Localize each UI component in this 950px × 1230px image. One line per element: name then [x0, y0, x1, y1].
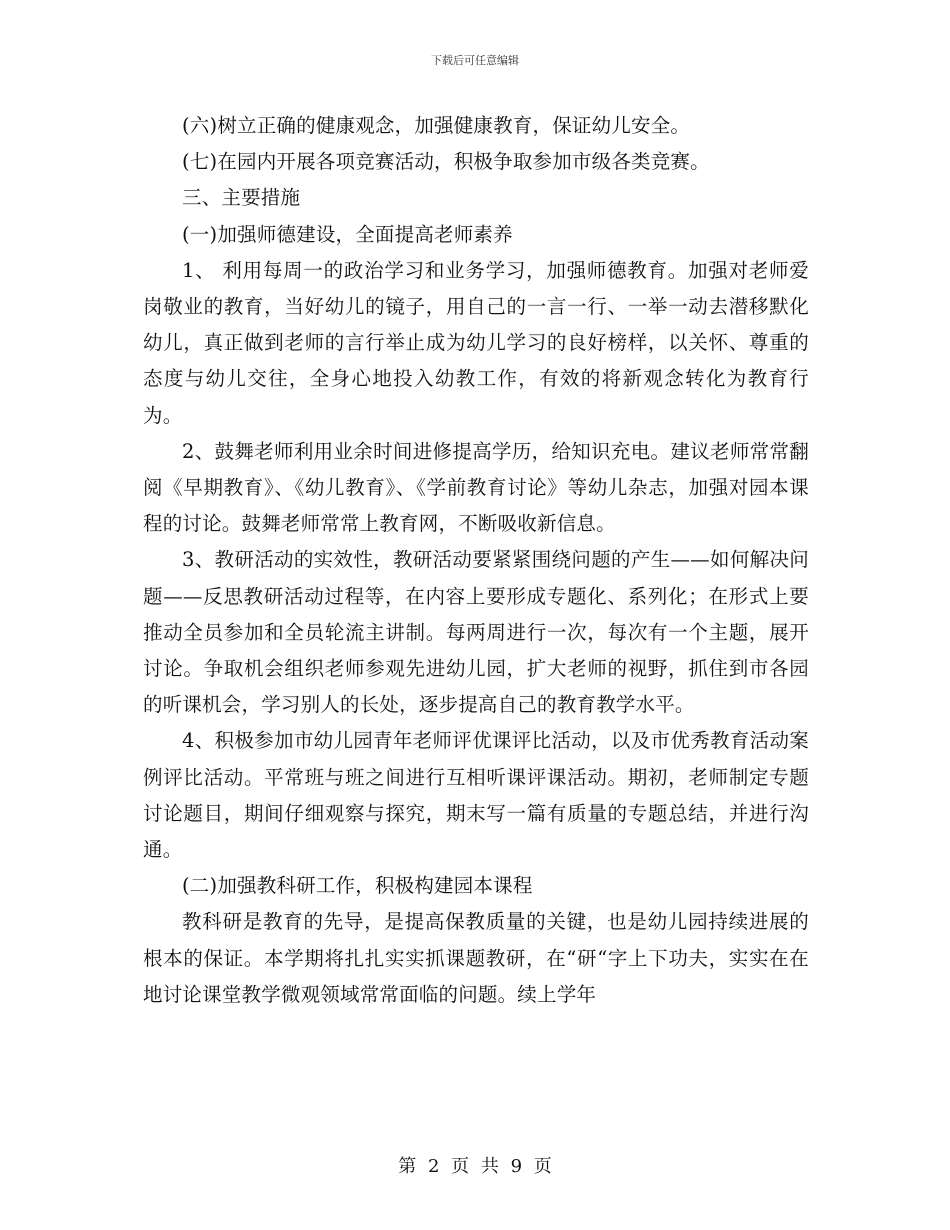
paragraph-measure-2: 2、鼓舞老师利用业余时间进修提高学历，给知识充电。建议老师常常翻阅《早期教育》、《幼儿教育》、《学前教育讨论》等幼儿杂志，加强对园本课程的讨论。鼓舞老师常常上教育网，不断吸收新信息。 — [143, 439, 809, 536]
paragraph-measure-3: 3、教研活动的实效性，教研活动要紧紧围绕问题的产生——如何解决问题——反思教研活动过程等，在内容上要形成专题化、系列化；在形式上要推动全员参加和全员轮流主讲制。每两周进行一次，每次有一个主题，展开讨论。争取机会组织老师参观先进幼儿园，扩大老师的视野，抓住到市各园的听课机会，学习别人的长处，逐步提高自己的教育教学水平。 — [143, 548, 809, 717]
paragraph-measure-4: 4、积极参加市幼儿园青年老师评优课评比活动，以及市优秀教育活动案例评比活动。平常班与班之间进行互相听课评课活动。期初，老师制定专题讨论题目，期间仔细观察与探究，期末写一篇有质量的专题总结，并进行沟通。 — [143, 729, 809, 862]
page-header: 下载后可任意编辑 — [431, 54, 519, 67]
section-heading-measures: 三、主要措施 — [182, 186, 301, 210]
paragraph-item-6: (六)树立正确的健康观念，加强健康教育，保证幼儿安全。 — [182, 114, 691, 137]
paragraph-research: 教科研是教育的先导，是提高保教质量的关键，也是幼儿园持续进展的根本的保证。本学期将扎扎实实抓课题教研，在“研“字上下功夫，实实在在地讨论课堂教学微观领域常常面临的问题。续上学年 — [143, 910, 809, 1006]
subsection-heading-research: (二)加强教科研工作，积极构建园本课程 — [182, 874, 533, 898]
subsection-heading-ethics: (一)加强师德建设，全面提高老师素养 — [182, 222, 513, 246]
document-body — [143, 108, 809, 1013]
paragraph-item-7: (七)在园内开展各项竞赛活动，积极争取参加市级各类竞赛。 — [182, 150, 710, 174]
page-number: 第 2 页 共 9 页 — [398, 1156, 552, 1177]
paragraph-measure-1: 1、 利用每周一的政治学习和业务学习，加强师德教育。加强对老师爱岗敬业的教育，当好幼儿的镜子，用自己的一言一行、一举一动去潜移默化幼儿，真正做到老师的言行举止成为幼儿学习的良好榜样，以关怀、尊重的态度与幼儿交往，全身心地投入幼教工作，有效的将新观念转化为教育行为。 — [143, 258, 809, 427]
